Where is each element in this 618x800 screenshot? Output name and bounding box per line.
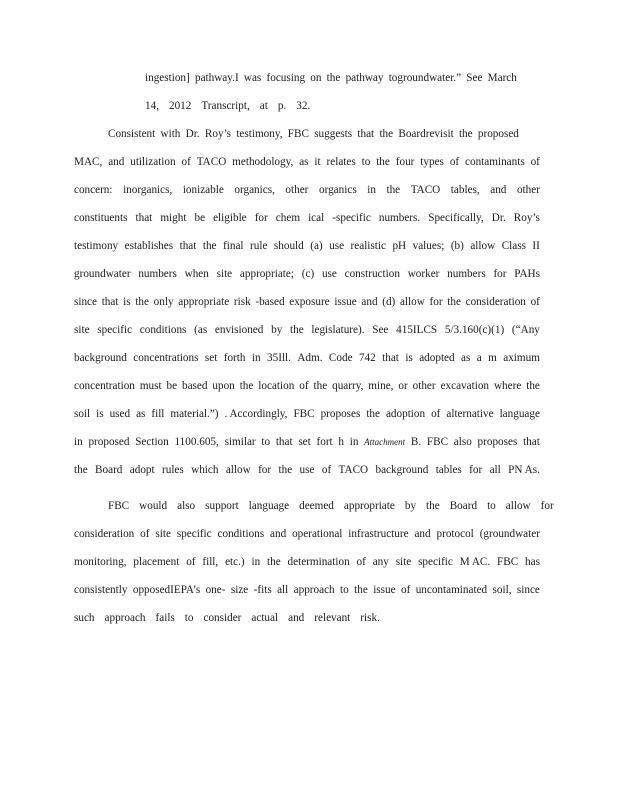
word: the	[290, 324, 304, 336]
text-line	[74, 156, 540, 172]
word: background	[74, 352, 127, 364]
word: See	[372, 324, 389, 336]
word: pathway	[345, 72, 384, 84]
word: set	[298, 436, 311, 448]
word: for	[254, 212, 268, 224]
word: based	[181, 380, 208, 392]
word: the	[379, 128, 394, 140]
word: concentration	[74, 380, 135, 392]
word: conditions	[139, 324, 187, 336]
word: ical	[308, 212, 325, 224]
word: in	[251, 556, 261, 568]
word: inorganics,	[123, 184, 173, 196]
word: focusing	[266, 72, 306, 84]
word: the	[74, 464, 88, 476]
word: of	[530, 156, 540, 168]
word: to	[361, 156, 371, 168]
word: FBC	[287, 128, 309, 140]
word: as	[461, 352, 471, 364]
word: that	[357, 128, 375, 140]
word: Dr.	[491, 212, 506, 224]
word: 742	[358, 352, 376, 364]
word: 1100.605,	[174, 436, 219, 448]
word: h	[338, 436, 344, 448]
word: the	[135, 296, 149, 308]
word: adoption	[385, 408, 426, 420]
word: proposed	[88, 436, 130, 448]
word: must	[139, 380, 162, 392]
word: -specific	[332, 212, 371, 224]
word: chem	[275, 212, 301, 224]
word: when	[184, 268, 209, 280]
word: testimony,	[236, 128, 283, 140]
word: Roy’s	[513, 212, 540, 224]
text-line	[108, 128, 519, 144]
word: fails	[155, 612, 175, 624]
word: as	[299, 156, 309, 168]
word: and	[414, 528, 431, 540]
word: adopted	[419, 352, 455, 364]
word: support	[205, 500, 239, 512]
text-line	[74, 436, 540, 452]
word: 14,	[145, 100, 159, 112]
word: in	[74, 436, 83, 448]
text-line	[74, 464, 540, 480]
word: issue	[373, 584, 396, 596]
word: Board	[95, 464, 123, 476]
text-line	[74, 296, 540, 312]
word: language	[248, 500, 290, 512]
word: the	[354, 584, 368, 596]
word: at	[259, 100, 268, 112]
word: numbers	[138, 268, 177, 280]
word: worker	[407, 268, 440, 280]
word: of	[356, 556, 366, 568]
word: Adm.	[297, 352, 323, 364]
word: site	[155, 528, 171, 540]
word: (“Any	[511, 324, 540, 336]
word: (c)	[301, 268, 315, 280]
word: fort	[316, 436, 333, 448]
word: FBC	[293, 408, 315, 420]
word: for	[258, 464, 272, 476]
word: 415ILCS	[396, 324, 438, 336]
text-line	[74, 556, 540, 572]
word: the	[326, 72, 341, 84]
text-line	[74, 268, 540, 284]
text-line	[74, 240, 540, 256]
word: m	[488, 352, 497, 364]
word: PAHs	[514, 268, 540, 280]
word: (b)	[450, 240, 464, 252]
word: by	[271, 324, 283, 336]
word: the	[202, 240, 217, 252]
word: deemed	[299, 500, 334, 512]
word: exposure	[289, 296, 330, 308]
word: concentrations	[133, 352, 199, 364]
text-line	[74, 380, 540, 396]
word: for	[540, 500, 554, 512]
word: PN As.	[508, 464, 540, 476]
word: the	[447, 296, 461, 308]
word: site	[395, 556, 412, 568]
word: since	[516, 584, 540, 596]
word: FBC	[497, 556, 519, 568]
word: 5/3.160(c)(1)	[444, 324, 505, 336]
word: FBC	[426, 436, 449, 448]
word: ionizable	[182, 184, 224, 196]
word: approach	[293, 584, 335, 596]
word: MAC,	[74, 156, 103, 168]
word: excavation	[440, 380, 490, 392]
word: opposedIEPA’s	[132, 584, 201, 596]
word: . Accordingly,	[224, 408, 288, 420]
word: Specifically,	[428, 212, 484, 224]
word: also	[453, 436, 472, 448]
word: the	[376, 156, 390, 168]
word: 35Ill.	[267, 352, 291, 364]
word: four	[395, 156, 415, 168]
word: consider	[203, 612, 242, 624]
word: soil,	[492, 584, 512, 596]
word: envisioned	[214, 324, 264, 336]
word: to	[184, 612, 194, 624]
word: to	[340, 584, 349, 596]
text-line	[108, 500, 554, 516]
word: any	[372, 556, 389, 568]
word: realistic	[350, 240, 386, 252]
word: that	[275, 436, 293, 448]
word: risk	[233, 296, 251, 308]
word: Boardrevisit	[398, 128, 454, 140]
word: specific	[418, 556, 453, 568]
word: the	[458, 128, 473, 140]
word: or	[398, 380, 408, 392]
word: final	[223, 240, 244, 252]
word: and	[288, 612, 305, 624]
word: groundwater	[74, 268, 131, 280]
word: that	[135, 212, 153, 224]
word: Roy’s	[204, 128, 232, 140]
word: and	[490, 184, 507, 196]
word: monitoring,	[74, 556, 127, 568]
word: is	[405, 352, 413, 364]
word: consideration	[465, 296, 526, 308]
word: by	[404, 500, 417, 512]
word: 2012	[168, 100, 192, 112]
word: of	[449, 156, 460, 168]
word: construction	[344, 268, 400, 280]
word: allow	[399, 296, 425, 308]
word: aximum	[503, 352, 540, 364]
word: language	[499, 408, 540, 420]
word: rules	[162, 464, 184, 476]
word: background	[375, 464, 429, 476]
word: Board	[449, 500, 478, 512]
word: and	[270, 528, 287, 540]
word: the	[267, 556, 281, 568]
word: size	[230, 584, 249, 596]
word: other	[412, 380, 436, 392]
word: B.	[410, 436, 422, 448]
word: similar	[224, 436, 256, 448]
word: the	[366, 408, 380, 420]
word: values;	[412, 240, 445, 252]
word: and	[108, 156, 125, 168]
word: organics,	[234, 184, 275, 196]
word: Transcript,	[201, 100, 250, 112]
word: proposes	[477, 436, 518, 448]
word: TACO	[410, 184, 441, 196]
word: might	[160, 212, 187, 224]
word: that	[382, 352, 399, 364]
text-line	[74, 352, 540, 368]
word: use	[329, 240, 345, 252]
word: consideration	[74, 528, 135, 540]
text-line	[74, 584, 540, 600]
word: soil	[74, 408, 91, 420]
word: where	[493, 380, 522, 392]
word: in	[367, 184, 376, 196]
word: of	[530, 296, 540, 308]
word: for	[469, 464, 483, 476]
word: II	[532, 240, 540, 252]
word: of	[299, 380, 309, 392]
word: TACO	[196, 156, 227, 168]
word: be	[166, 380, 178, 392]
word: establishes	[124, 240, 174, 252]
word: which	[191, 464, 219, 476]
word: TACO	[338, 464, 369, 476]
word: 32.	[296, 100, 311, 112]
word: used	[109, 408, 131, 420]
word: (groundwater	[479, 528, 540, 540]
text-line	[145, 72, 517, 88]
word: allow	[225, 464, 251, 476]
word: the	[278, 464, 293, 476]
word: appropriate	[178, 296, 230, 308]
word: (as	[194, 324, 208, 336]
word: suggests	[314, 128, 353, 140]
word: forth	[223, 352, 246, 364]
word: M AC.	[459, 556, 491, 568]
text-line	[74, 184, 540, 200]
word: legislature).	[311, 324, 365, 336]
word: tables,	[450, 184, 480, 196]
word: since	[74, 296, 97, 308]
word: -fits	[253, 584, 272, 596]
word: only	[153, 296, 174, 308]
word: types	[420, 156, 444, 168]
word: ingestion]	[145, 72, 190, 84]
word: of	[321, 464, 332, 476]
word: fill	[151, 408, 165, 420]
text-line	[74, 212, 540, 228]
word: proposes	[320, 408, 361, 420]
word: would	[139, 500, 168, 512]
word: such	[74, 612, 95, 624]
word: use	[321, 268, 337, 280]
word: has	[525, 556, 540, 568]
text-line	[145, 100, 517, 116]
word: upon	[212, 380, 235, 392]
word: relates	[326, 156, 356, 168]
word: of	[400, 584, 411, 596]
word: be	[194, 212, 206, 224]
word: was	[243, 72, 262, 84]
word: that	[179, 240, 197, 252]
word: appropriate	[343, 500, 395, 512]
word: to	[261, 436, 271, 448]
word: uncontaminated	[415, 584, 488, 596]
word: FBC	[108, 500, 130, 512]
word: actual	[251, 612, 279, 624]
word: consistently	[74, 584, 128, 596]
word: the	[239, 380, 254, 392]
word: in	[251, 352, 261, 364]
word: Code	[328, 352, 353, 364]
word: of	[181, 156, 191, 168]
word: should	[273, 240, 304, 252]
word: organics	[318, 184, 357, 196]
word: the	[426, 500, 440, 512]
word: Attachment	[364, 437, 406, 447]
word: p.	[277, 100, 287, 112]
word: all	[277, 584, 289, 596]
word: testimony	[74, 240, 119, 252]
word: pH	[392, 240, 407, 252]
word: pathway.I	[194, 72, 239, 84]
word: determination	[287, 556, 350, 568]
word: constituents	[74, 212, 128, 224]
word: conditions	[217, 528, 265, 540]
word: tables	[435, 464, 462, 476]
word: togroundwater.”	[388, 72, 462, 84]
word: other	[516, 184, 540, 196]
word: location	[258, 380, 295, 392]
word: specific	[97, 324, 133, 336]
word: site	[216, 268, 233, 280]
word: also	[177, 500, 196, 512]
word: of	[186, 556, 196, 568]
word: adopt	[129, 464, 155, 476]
word: risk.	[360, 612, 380, 624]
word: on	[310, 72, 322, 84]
word: one-	[205, 584, 226, 596]
word: is	[96, 408, 104, 420]
word: protocol	[436, 528, 474, 540]
word: -based	[255, 296, 285, 308]
word: specific	[176, 528, 212, 540]
word: infrastructure	[348, 528, 409, 540]
word: and	[361, 296, 378, 308]
word: site	[74, 324, 90, 336]
word: set	[204, 352, 218, 364]
word: utilization	[130, 156, 176, 168]
word: placement	[133, 556, 180, 568]
word: material.”)	[170, 408, 219, 420]
word: rule	[250, 240, 268, 252]
word: Consistent	[108, 128, 156, 140]
text-line	[74, 324, 540, 340]
word: numbers	[447, 268, 486, 280]
word: other	[285, 184, 309, 196]
word: the	[313, 380, 328, 392]
word: methodology,	[232, 156, 294, 168]
word: fill,	[202, 556, 219, 568]
word: issue	[334, 296, 357, 308]
word: Dr.	[185, 128, 200, 140]
word: for	[493, 268, 507, 280]
word: of	[431, 408, 441, 420]
word: is	[123, 296, 131, 308]
word: (d)	[382, 296, 396, 308]
word: numbers.	[378, 212, 421, 224]
word: the	[386, 184, 401, 196]
word: contaminants	[465, 156, 525, 168]
word: use	[299, 464, 315, 476]
word: allow	[505, 500, 531, 512]
word: alternative	[446, 408, 494, 420]
word: with	[160, 128, 181, 140]
word: operational	[292, 528, 343, 540]
word: eligible	[213, 212, 247, 224]
word: mine,	[368, 380, 394, 392]
word: March	[487, 72, 517, 84]
word: of	[140, 528, 150, 540]
word: (a)	[310, 240, 323, 252]
word: etc.)	[225, 556, 245, 568]
word: concern:	[74, 184, 113, 196]
text-line	[74, 528, 540, 544]
word: appropriate;	[239, 268, 294, 280]
word: to	[487, 500, 496, 512]
word: that	[523, 436, 540, 448]
word: Section	[135, 436, 169, 448]
word: that	[101, 296, 119, 308]
text-line	[74, 612, 540, 628]
word: all	[489, 464, 501, 476]
text-line	[74, 408, 540, 424]
word: quarry,	[332, 380, 364, 392]
word: See	[466, 72, 483, 84]
word: allow	[470, 240, 496, 252]
word: approach	[104, 612, 146, 624]
word: Class	[501, 240, 526, 252]
word: it	[314, 156, 321, 168]
word: the	[526, 380, 540, 392]
word: as	[136, 408, 146, 420]
word: for	[429, 296, 443, 308]
word: relevant	[314, 612, 351, 624]
word: a	[476, 352, 482, 364]
word: proposed	[477, 128, 519, 140]
word: in	[349, 436, 359, 448]
